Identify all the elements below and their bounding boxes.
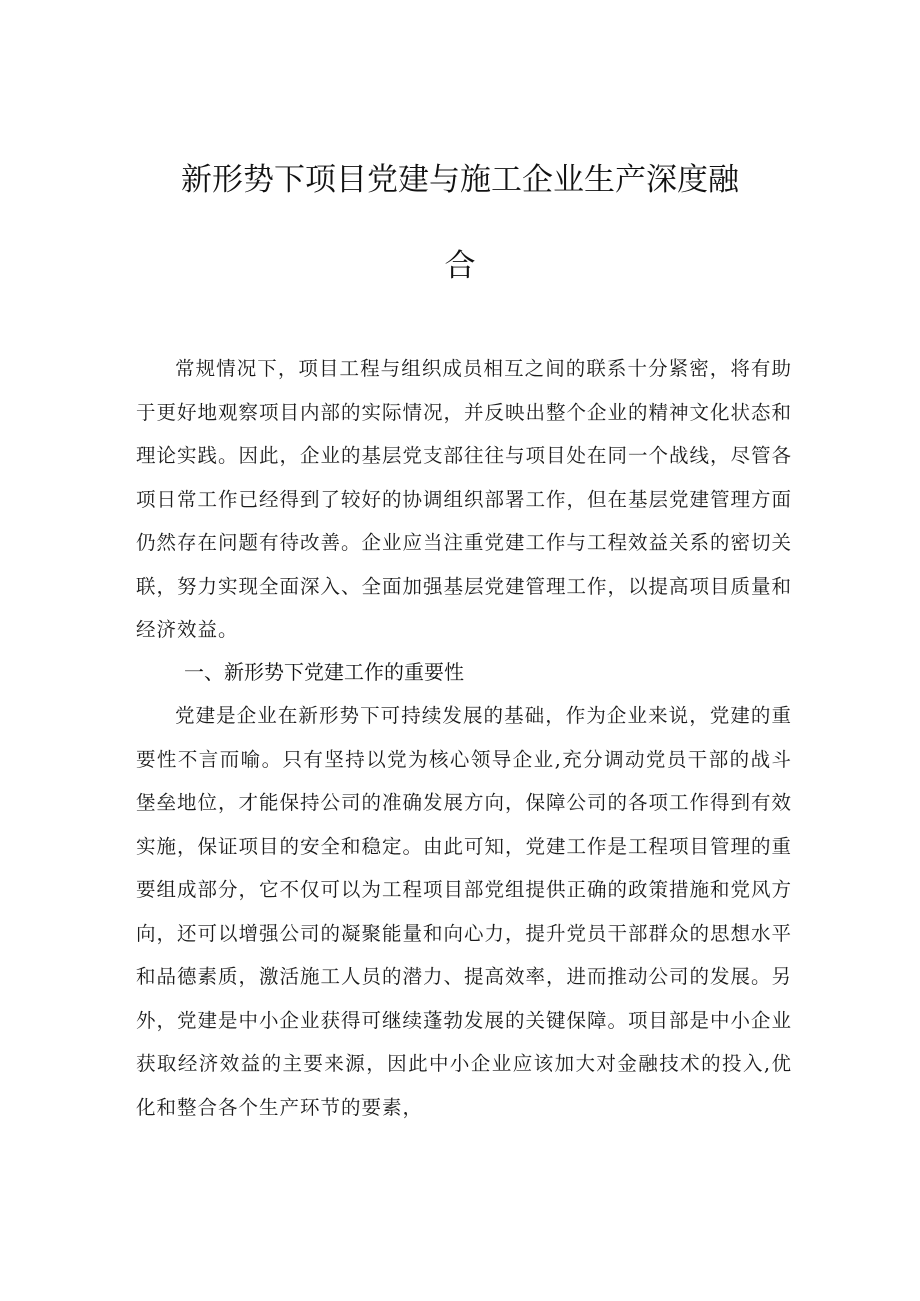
document-title-line-1: 新形势下项目党建与施工企业生产深度融 [181, 162, 739, 198]
section-heading: 一、新形势下党建工作的重要性 [184, 660, 464, 684]
paragraph-section-1: 党建是企业在新形势下可持续发展的基础，作为企业来说，党建的重要性不言而喻。只有坚持以党为核心领导企业,充分调动党员干部的战斗堡垒地位，才能保持公司的准确发展方向，保障公司的各项工作得到有效实施，保证项目的安全和稳定。由此可知，党建工作是工程项目管理的重要组成部分，它不仅可以为工程项目部党组提供正确的政策措施和党风方向，还可以增强公司的凝聚能量和向心力，提升党员干部群众的思想水平和品德素质，激活施工人员的潜力、提高效率，进而推动公司的发展。另外，党建是中小企业获得可继续蓬勃发展的关键保障。项目部是中小企业获取经济效益的主要来源，因此中小企业应该加大对金融技术的投入,优化和整合各个生产环节的要素， [136, 704, 793, 1119]
paragraph-intro: 常规情况下，项目工程与组织成员相互之间的联系十分紧密，将有助于更好地观察项目内部的实际情况，并反映出整个企业的精神文化状态和理论实践。因此，企业的基层党支部往往与项目处在同一个战线，尽管各项日常工作已经得到了较好的协调组织部署工作，但在基层党建管理方面仍然存在问题有待改善。企业应当注重党建工作与工程效益关系的密切关联，努力实现全面深入、全面加强基层党建管理工作，以提高项目质量和经济效益。 [136, 357, 793, 641]
document-title-line-2: 合 [444, 248, 476, 284]
